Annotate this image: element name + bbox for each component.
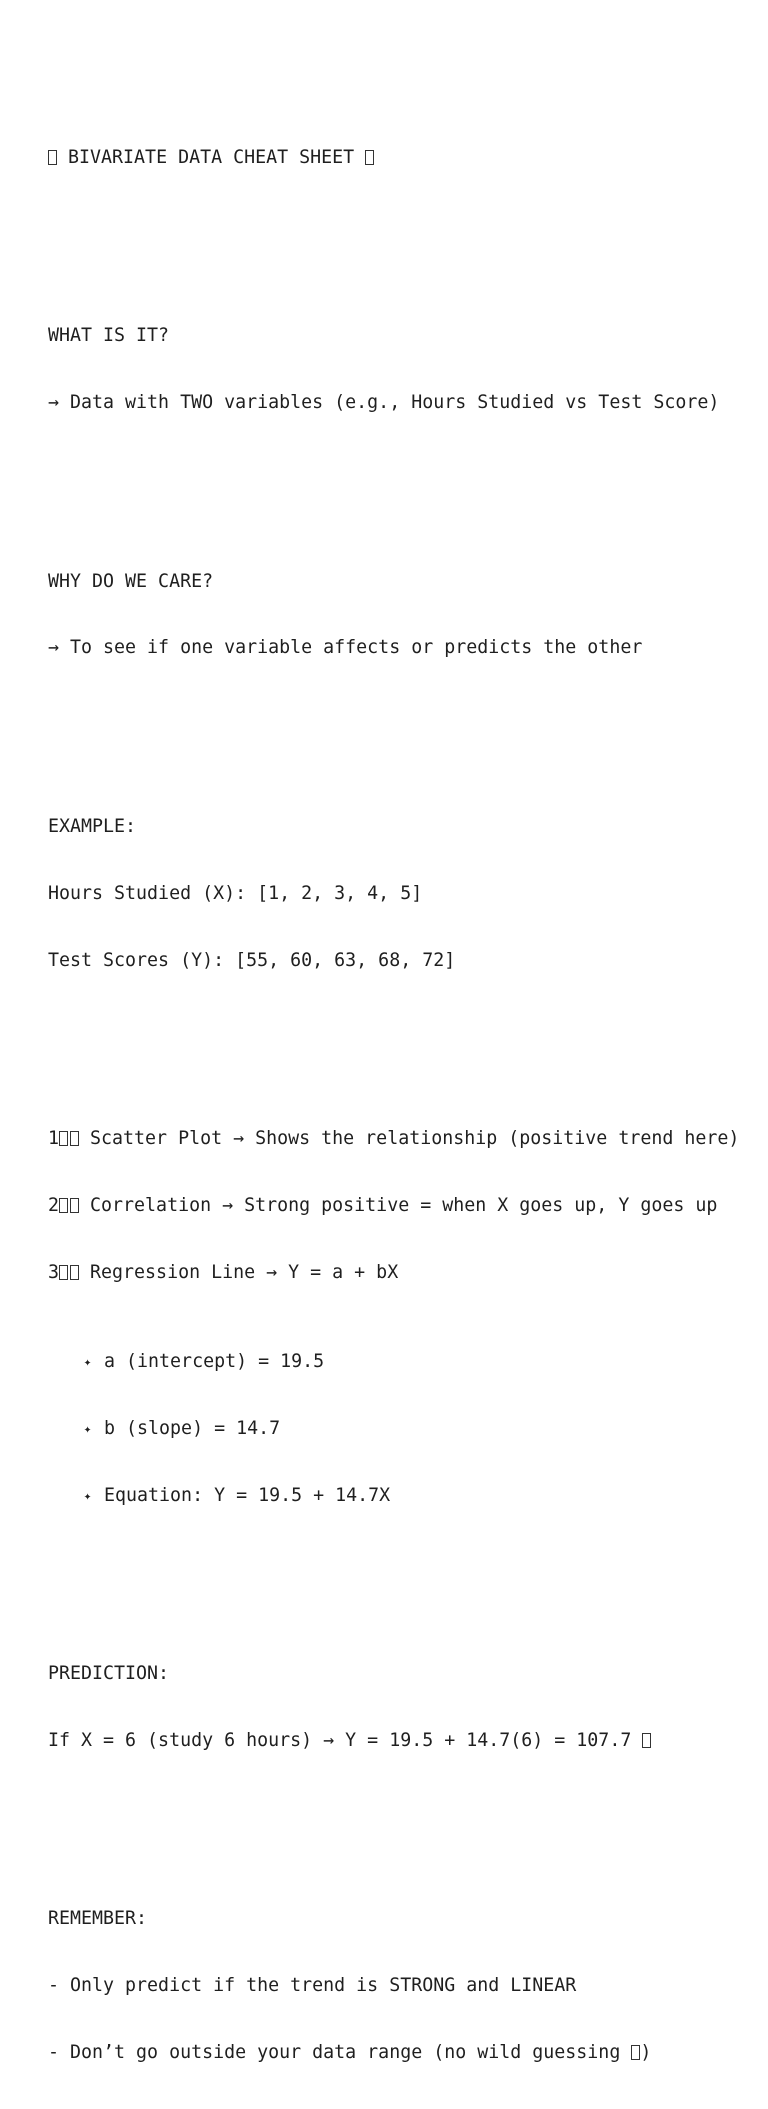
missing-emoji-glyph (48, 150, 57, 165)
blank-line (48, 481, 763, 503)
what-text: → Data with TWO variables (e.g., Hours Studied vs Test Score) (48, 392, 720, 414)
regression-item-text: b (slope) = 14.7 (104, 1417, 281, 1439)
prediction-text: If X = 6 (study 6 hours) → Y = 19.5 + 14.7(6) = 107.7 (48, 1729, 643, 1751)
missing-emoji-glyph (365, 150, 374, 165)
regression-item-text: Equation: Y = 19.5 + 14.7X (104, 1484, 391, 1506)
step-text: Correlation → Strong positive = when X goes up, Y goes up (79, 1194, 718, 1216)
regression-item (48, 1351, 763, 1373)
title-line (48, 147, 763, 169)
missing-keycap-glyph (70, 1198, 79, 1213)
step-number: 1 (48, 1127, 60, 1149)
remember-item-text: - Don’t go outside your data range (no wild guessing (48, 2042, 632, 2064)
missing-keycap-glyph (59, 1131, 68, 1146)
example-scores: Test Scores (Y): [55, 60, 63, 68, 72] (48, 949, 456, 971)
remember-item-end: ) (640, 2042, 652, 2064)
sparkle-bullet-icon: ✦ (83, 1354, 92, 1370)
page-title: BIVARIATE DATA CHEAT SHEET (68, 146, 355, 168)
missing-keycap-glyph (59, 1265, 68, 1280)
step-text: Regression Line → Y = a + bX (79, 1261, 399, 1283)
step-item (48, 1128, 763, 1150)
step-number: 2 (48, 1194, 60, 1216)
prediction-line (48, 1730, 763, 1752)
cheat-sheet-document (48, 80, 763, 2109)
regression-item (48, 1418, 763, 1440)
step-number: 3 (48, 1261, 60, 1283)
blank-line (48, 1039, 763, 1061)
step-text: Scatter Plot → Shows the relationship (positive trend here) (79, 1127, 740, 1149)
example-heading: EXAMPLE: (48, 815, 137, 837)
example-hours: Hours Studied (X): [1, 2, 3, 4, 5] (48, 882, 423, 904)
blank-line (48, 727, 763, 749)
missing-keycap-glyph (59, 1198, 68, 1213)
blank-line (48, 1574, 763, 1596)
what-heading: WHAT IS IT? (48, 325, 170, 347)
missing-emoji-glyph (642, 1733, 651, 1748)
prediction-heading: PREDICTION: (48, 1663, 170, 1685)
remember-heading: REMEMBER: (48, 1908, 148, 1930)
missing-keycap-glyph (70, 1265, 79, 1280)
sparkle-bullet-icon: ✦ (83, 1421, 92, 1437)
remember-item: - Only predict if the trend is STRONG and LINEAR (48, 1975, 577, 1997)
step-item (48, 1262, 763, 1284)
missing-emoji-glyph (631, 2045, 640, 2060)
why-heading: WHY DO WE CARE? (48, 570, 214, 592)
remember-item (48, 2042, 763, 2064)
missing-keycap-glyph (70, 1131, 79, 1146)
sparkle-bullet-icon: ✦ (83, 1488, 92, 1504)
blank-line (48, 1819, 763, 1841)
step-item (48, 1195, 763, 1217)
regression-item (48, 1485, 763, 1507)
regression-item-text: a (intercept) = 19.5 (104, 1350, 325, 1372)
why-text: → To see if one variable affects or predicts the other (48, 637, 643, 659)
blank-line (48, 236, 763, 258)
